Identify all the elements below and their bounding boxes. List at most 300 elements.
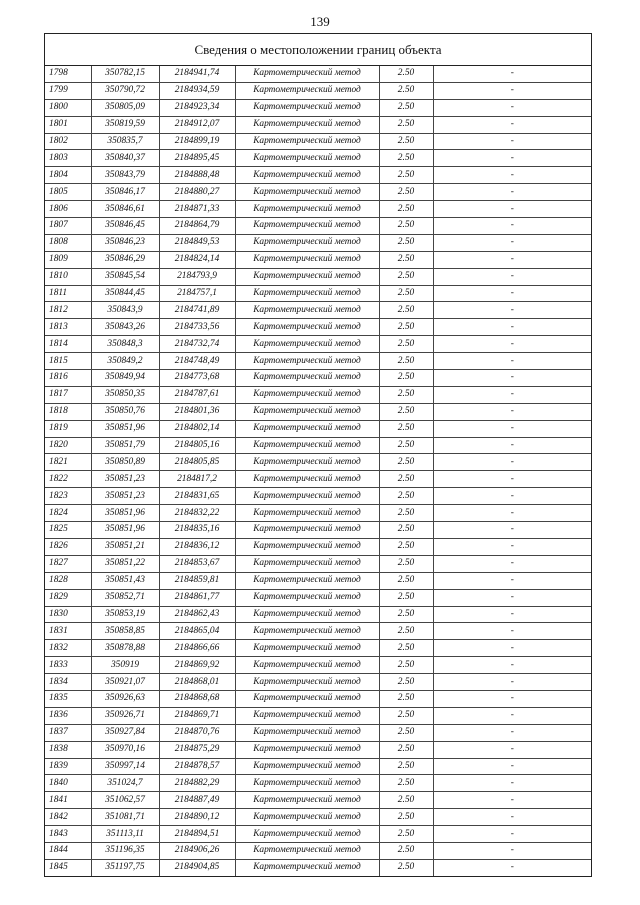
coord-y-cell: 2184853,67 (159, 555, 235, 572)
coord-y-cell: 2184741,89 (159, 302, 235, 319)
coord-y-cell: 2184817,2 (159, 471, 235, 488)
method-cell: Картометрический метод (235, 150, 379, 167)
method-cell: Картометрический метод (235, 420, 379, 437)
point-number-cell: 1798 (45, 66, 91, 82)
accuracy-cell: 2.50 (379, 285, 433, 302)
coord-x-cell: 350926,71 (91, 707, 159, 724)
table-row (45, 758, 591, 775)
table-row (45, 707, 591, 724)
method-cell: Картометрический метод (235, 657, 379, 674)
coord-y-cell: 2184923,34 (159, 99, 235, 116)
coord-x-cell: 350850,35 (91, 386, 159, 403)
coord-y-cell: 2184787,61 (159, 386, 235, 403)
point-number-cell: 1800 (45, 99, 91, 116)
table-row (45, 589, 591, 606)
coord-y-cell: 2184805,85 (159, 454, 235, 471)
point-number-cell: 1807 (45, 218, 91, 235)
description-cell: - (433, 522, 591, 539)
coord-x-cell: 350878,88 (91, 640, 159, 657)
coord-x-cell: 350851,22 (91, 555, 159, 572)
point-number-cell: 1840 (45, 775, 91, 792)
description-cell: - (433, 268, 591, 285)
coord-y-cell: 2184732,74 (159, 336, 235, 353)
point-number-cell: 1844 (45, 842, 91, 859)
accuracy-cell: 2.50 (379, 66, 433, 82)
point-number-cell: 1809 (45, 251, 91, 268)
accuracy-cell: 2.50 (379, 538, 433, 555)
coord-x-cell: 350970,16 (91, 741, 159, 758)
description-cell: - (433, 201, 591, 218)
coord-x-cell: 351081,71 (91, 809, 159, 826)
coord-y-cell: 2184868,01 (159, 674, 235, 691)
description-cell: - (433, 741, 591, 758)
point-number-cell: 1803 (45, 150, 91, 167)
point-number-cell: 1833 (45, 657, 91, 674)
method-cell: Картометрический метод (235, 623, 379, 640)
point-number-cell: 1843 (45, 826, 91, 843)
table-row (45, 386, 591, 403)
point-number-cell: 1823 (45, 488, 91, 505)
coord-x-cell: 350849,94 (91, 370, 159, 387)
point-number-cell: 1841 (45, 792, 91, 809)
method-cell: Картометрический метод (235, 842, 379, 859)
description-cell: - (433, 437, 591, 454)
method-cell: Картометрический метод (235, 606, 379, 623)
point-number-cell: 1822 (45, 471, 91, 488)
description-cell: - (433, 809, 591, 826)
method-cell: Картометрический метод (235, 201, 379, 218)
point-number-cell: 1831 (45, 623, 91, 640)
coord-x-cell: 350848,3 (91, 336, 159, 353)
coord-y-cell: 2184832,22 (159, 505, 235, 522)
point-number-cell: 1836 (45, 707, 91, 724)
point-number-cell: 1804 (45, 167, 91, 184)
point-number-cell: 1812 (45, 302, 91, 319)
table-row (45, 623, 591, 640)
accuracy-cell: 2.50 (379, 150, 433, 167)
accuracy-cell: 2.50 (379, 707, 433, 724)
point-number-cell: 1845 (45, 859, 91, 875)
coord-x-cell: 350851,21 (91, 538, 159, 555)
coord-y-cell: 2184836,12 (159, 538, 235, 555)
point-number-cell: 1820 (45, 437, 91, 454)
coord-x-cell: 350851,23 (91, 471, 159, 488)
point-number-cell: 1805 (45, 184, 91, 201)
method-cell: Картометрический метод (235, 674, 379, 691)
method-cell: Картометрический метод (235, 336, 379, 353)
method-cell: Картометрический метод (235, 251, 379, 268)
coord-y-cell: 2184861,77 (159, 589, 235, 606)
point-number-cell: 1837 (45, 724, 91, 741)
table-row (45, 826, 591, 843)
coord-y-cell: 2184859,81 (159, 572, 235, 589)
table-row (45, 859, 591, 875)
method-cell: Картометрический метод (235, 82, 379, 99)
description-cell: - (433, 488, 591, 505)
method-cell: Картометрический метод (235, 353, 379, 370)
table-row (45, 268, 591, 285)
coord-y-cell: 2184757,1 (159, 285, 235, 302)
table-row (45, 99, 591, 116)
method-cell: Картометрический метод (235, 538, 379, 555)
description-cell: - (433, 724, 591, 741)
table-row (45, 842, 591, 859)
table-row (45, 403, 591, 420)
point-number-cell: 1826 (45, 538, 91, 555)
method-cell: Картометрический метод (235, 522, 379, 539)
table-row (45, 809, 591, 826)
coord-y-cell: 2184894,51 (159, 826, 235, 843)
coord-y-cell: 2184868,68 (159, 690, 235, 707)
coord-y-cell: 2184899,19 (159, 133, 235, 150)
table-row (45, 505, 591, 522)
accuracy-cell: 2.50 (379, 201, 433, 218)
description-cell: - (433, 116, 591, 133)
accuracy-cell: 2.50 (379, 842, 433, 859)
accuracy-cell: 2.50 (379, 505, 433, 522)
description-cell: - (433, 319, 591, 336)
accuracy-cell: 2.50 (379, 792, 433, 809)
coord-y-cell: 2184805,16 (159, 437, 235, 454)
accuracy-cell: 2.50 (379, 251, 433, 268)
coord-y-cell: 2184824,14 (159, 251, 235, 268)
table-row (45, 606, 591, 623)
table-title: Сведения о местоположении границ объекта (45, 34, 591, 66)
accuracy-cell: 2.50 (379, 674, 433, 691)
coord-x-cell: 350835,7 (91, 133, 159, 150)
description-cell: - (433, 623, 591, 640)
point-number-cell: 1834 (45, 674, 91, 691)
accuracy-cell: 2.50 (379, 353, 433, 370)
table-row (45, 218, 591, 235)
table-row (45, 234, 591, 251)
description-cell: - (433, 471, 591, 488)
method-cell: Картометрический метод (235, 184, 379, 201)
point-number-cell: 1830 (45, 606, 91, 623)
coord-y-cell: 2184875,29 (159, 741, 235, 758)
method-cell: Картометрический метод (235, 218, 379, 235)
description-cell: - (433, 707, 591, 724)
method-cell: Картометрический метод (235, 690, 379, 707)
table-row (45, 66, 591, 82)
table-row (45, 150, 591, 167)
description-cell: - (433, 386, 591, 403)
method-cell: Картометрический метод (235, 775, 379, 792)
table-row (45, 370, 591, 387)
point-number-cell: 1817 (45, 386, 91, 403)
description-cell: - (433, 589, 591, 606)
description-cell: - (433, 133, 591, 150)
method-cell: Картометрический метод (235, 437, 379, 454)
coord-y-cell: 2184835,16 (159, 522, 235, 539)
description-cell: - (433, 184, 591, 201)
table-row (45, 167, 591, 184)
coord-x-cell: 350851,79 (91, 437, 159, 454)
point-number-cell: 1816 (45, 370, 91, 387)
coord-x-cell: 350858,85 (91, 623, 159, 640)
coord-y-cell: 2184870,76 (159, 724, 235, 741)
accuracy-cell: 2.50 (379, 116, 433, 133)
point-number-cell: 1839 (45, 758, 91, 775)
coord-x-cell: 350921,07 (91, 674, 159, 691)
coord-x-cell: 350849,2 (91, 353, 159, 370)
point-number-cell: 1815 (45, 353, 91, 370)
table-row (45, 690, 591, 707)
table-row (45, 538, 591, 555)
method-cell: Картометрический метод (235, 66, 379, 82)
point-number-cell: 1828 (45, 572, 91, 589)
point-number-cell: 1813 (45, 319, 91, 336)
coord-y-cell: 2184887,49 (159, 792, 235, 809)
method-cell: Картометрический метод (235, 471, 379, 488)
table-row (45, 201, 591, 218)
table-row (45, 674, 591, 691)
table-row (45, 572, 591, 589)
accuracy-cell: 2.50 (379, 657, 433, 674)
method-cell: Картометрический метод (235, 741, 379, 758)
accuracy-cell: 2.50 (379, 184, 433, 201)
method-cell: Картометрический метод (235, 454, 379, 471)
coord-y-cell: 2184880,27 (159, 184, 235, 201)
coord-y-cell: 2184793,9 (159, 268, 235, 285)
description-cell: - (433, 285, 591, 302)
description-cell: - (433, 234, 591, 251)
description-cell: - (433, 657, 591, 674)
description-cell: - (433, 218, 591, 235)
table-row (45, 792, 591, 809)
coord-x-cell: 350926,63 (91, 690, 159, 707)
accuracy-cell: 2.50 (379, 336, 433, 353)
table-row (45, 522, 591, 539)
coord-x-cell: 350843,79 (91, 167, 159, 184)
coord-x-cell: 350851,96 (91, 505, 159, 522)
coord-x-cell: 350919 (91, 657, 159, 674)
description-cell: - (433, 66, 591, 82)
point-number-cell: 1825 (45, 522, 91, 539)
coord-x-cell: 350819,59 (91, 116, 159, 133)
point-number-cell: 1832 (45, 640, 91, 657)
coord-y-cell: 2184849,53 (159, 234, 235, 251)
coord-x-cell: 350845,54 (91, 268, 159, 285)
point-number-cell: 1801 (45, 116, 91, 133)
table-row (45, 741, 591, 758)
description-cell: - (433, 826, 591, 843)
method-cell: Картометрический метод (235, 724, 379, 741)
coord-y-cell: 2184912,07 (159, 116, 235, 133)
coord-x-cell: 350844,45 (91, 285, 159, 302)
accuracy-cell: 2.50 (379, 319, 433, 336)
method-cell: Картометрический метод (235, 859, 379, 875)
table-row (45, 319, 591, 336)
method-cell: Картометрический метод (235, 319, 379, 336)
accuracy-cell: 2.50 (379, 758, 433, 775)
table-row (45, 353, 591, 370)
coord-y-cell: 2184888,48 (159, 167, 235, 184)
coord-y-cell: 2184890,12 (159, 809, 235, 826)
method-cell: Картометрический метод (235, 488, 379, 505)
table-row (45, 285, 591, 302)
accuracy-cell: 2.50 (379, 234, 433, 251)
coord-x-cell: 350851,43 (91, 572, 159, 589)
accuracy-cell: 2.50 (379, 99, 433, 116)
coordinates-table-body (45, 66, 591, 876)
coord-y-cell: 2184882,29 (159, 775, 235, 792)
coord-x-cell: 351113,11 (91, 826, 159, 843)
accuracy-cell: 2.50 (379, 640, 433, 657)
accuracy-cell: 2.50 (379, 555, 433, 572)
table-row (45, 184, 591, 201)
accuracy-cell: 2.50 (379, 370, 433, 387)
method-cell: Картометрический метод (235, 403, 379, 420)
coord-y-cell: 2184941,74 (159, 66, 235, 82)
description-cell: - (433, 758, 591, 775)
description-cell: - (433, 420, 591, 437)
point-number-cell: 1824 (45, 505, 91, 522)
table-row (45, 116, 591, 133)
coordinates-table (45, 66, 591, 876)
point-number-cell: 1814 (45, 336, 91, 353)
coord-y-cell: 2184906,26 (159, 842, 235, 859)
accuracy-cell: 2.50 (379, 403, 433, 420)
description-cell: - (433, 336, 591, 353)
accuracy-cell: 2.50 (379, 133, 433, 150)
table-row (45, 471, 591, 488)
table-row (45, 775, 591, 792)
accuracy-cell: 2.50 (379, 690, 433, 707)
method-cell: Картометрический метод (235, 116, 379, 133)
accuracy-cell: 2.50 (379, 454, 433, 471)
point-number-cell: 1811 (45, 285, 91, 302)
description-cell: - (433, 302, 591, 319)
coord-x-cell: 350997,14 (91, 758, 159, 775)
coord-y-cell: 2184802,14 (159, 420, 235, 437)
method-cell: Картометрический метод (235, 370, 379, 387)
method-cell: Картометрический метод (235, 133, 379, 150)
coord-y-cell: 2184869,92 (159, 657, 235, 674)
table-row (45, 640, 591, 657)
accuracy-cell: 2.50 (379, 741, 433, 758)
table-row (45, 454, 591, 471)
method-cell: Картометрический метод (235, 758, 379, 775)
coord-x-cell: 351196,35 (91, 842, 159, 859)
table-row (45, 724, 591, 741)
accuracy-cell: 2.50 (379, 826, 433, 843)
table-row (45, 82, 591, 99)
coord-y-cell: 2184871,33 (159, 201, 235, 218)
point-number-cell: 1819 (45, 420, 91, 437)
coord-x-cell: 350853,19 (91, 606, 159, 623)
description-cell: - (433, 167, 591, 184)
method-cell: Картометрический метод (235, 302, 379, 319)
accuracy-cell: 2.50 (379, 386, 433, 403)
coord-y-cell: 2184862,43 (159, 606, 235, 623)
method-cell: Картометрический метод (235, 707, 379, 724)
accuracy-cell: 2.50 (379, 589, 433, 606)
accuracy-cell: 2.50 (379, 167, 433, 184)
point-number-cell: 1808 (45, 234, 91, 251)
point-number-cell: 1838 (45, 741, 91, 758)
accuracy-cell: 2.50 (379, 572, 433, 589)
method-cell: Картометрический метод (235, 386, 379, 403)
coord-y-cell: 2184865,04 (159, 623, 235, 640)
coord-y-cell: 2184864,79 (159, 218, 235, 235)
description-cell: - (433, 403, 591, 420)
coord-y-cell: 2184733,56 (159, 319, 235, 336)
point-number-cell: 1829 (45, 589, 91, 606)
coord-x-cell: 350782,15 (91, 66, 159, 82)
coord-x-cell: 350843,26 (91, 319, 159, 336)
accuracy-cell: 2.50 (379, 218, 433, 235)
method-cell: Картометрический метод (235, 555, 379, 572)
accuracy-cell: 2.50 (379, 268, 433, 285)
description-cell: - (433, 606, 591, 623)
point-number-cell: 1818 (45, 403, 91, 420)
accuracy-cell: 2.50 (379, 724, 433, 741)
coord-x-cell: 350790,72 (91, 82, 159, 99)
coord-x-cell: 351062,57 (91, 792, 159, 809)
accuracy-cell: 2.50 (379, 471, 433, 488)
method-cell: Картометрический метод (235, 268, 379, 285)
point-number-cell: 1806 (45, 201, 91, 218)
description-cell: - (433, 505, 591, 522)
coord-y-cell: 2184748,49 (159, 353, 235, 370)
table-row (45, 488, 591, 505)
method-cell: Картометрический метод (235, 640, 379, 657)
description-cell: - (433, 690, 591, 707)
table-row (45, 133, 591, 150)
accuracy-cell: 2.50 (379, 522, 433, 539)
coord-x-cell: 351197,75 (91, 859, 159, 875)
coord-x-cell: 350846,61 (91, 201, 159, 218)
accuracy-cell: 2.50 (379, 420, 433, 437)
coord-x-cell: 350852,71 (91, 589, 159, 606)
point-number-cell: 1835 (45, 690, 91, 707)
coord-x-cell: 350851,23 (91, 488, 159, 505)
accuracy-cell: 2.50 (379, 809, 433, 826)
coord-y-cell: 2184801,36 (159, 403, 235, 420)
coord-x-cell: 350846,45 (91, 218, 159, 235)
description-cell: - (433, 82, 591, 99)
coord-y-cell: 2184878,57 (159, 758, 235, 775)
accuracy-cell: 2.50 (379, 623, 433, 640)
method-cell: Картометрический метод (235, 809, 379, 826)
description-cell: - (433, 792, 591, 809)
description-cell: - (433, 555, 591, 572)
coord-x-cell: 350843,9 (91, 302, 159, 319)
coord-x-cell: 350840,37 (91, 150, 159, 167)
table-row (45, 420, 591, 437)
accuracy-cell: 2.50 (379, 302, 433, 319)
description-cell: - (433, 842, 591, 859)
page-number: 139 (310, 14, 330, 29)
point-number-cell: 1802 (45, 133, 91, 150)
accuracy-cell: 2.50 (379, 606, 433, 623)
coord-x-cell: 350851,96 (91, 522, 159, 539)
method-cell: Картометрический метод (235, 792, 379, 809)
coord-x-cell: 350850,76 (91, 403, 159, 420)
table-row (45, 657, 591, 674)
coord-y-cell: 2184773,68 (159, 370, 235, 387)
table-row (45, 437, 591, 454)
coord-x-cell: 350846,17 (91, 184, 159, 201)
accuracy-cell: 2.50 (379, 437, 433, 454)
table-row (45, 336, 591, 353)
table-row (45, 302, 591, 319)
coord-y-cell: 2184904,85 (159, 859, 235, 875)
coord-y-cell: 2184866,66 (159, 640, 235, 657)
coord-x-cell: 350850,89 (91, 454, 159, 471)
point-number-cell: 1799 (45, 82, 91, 99)
